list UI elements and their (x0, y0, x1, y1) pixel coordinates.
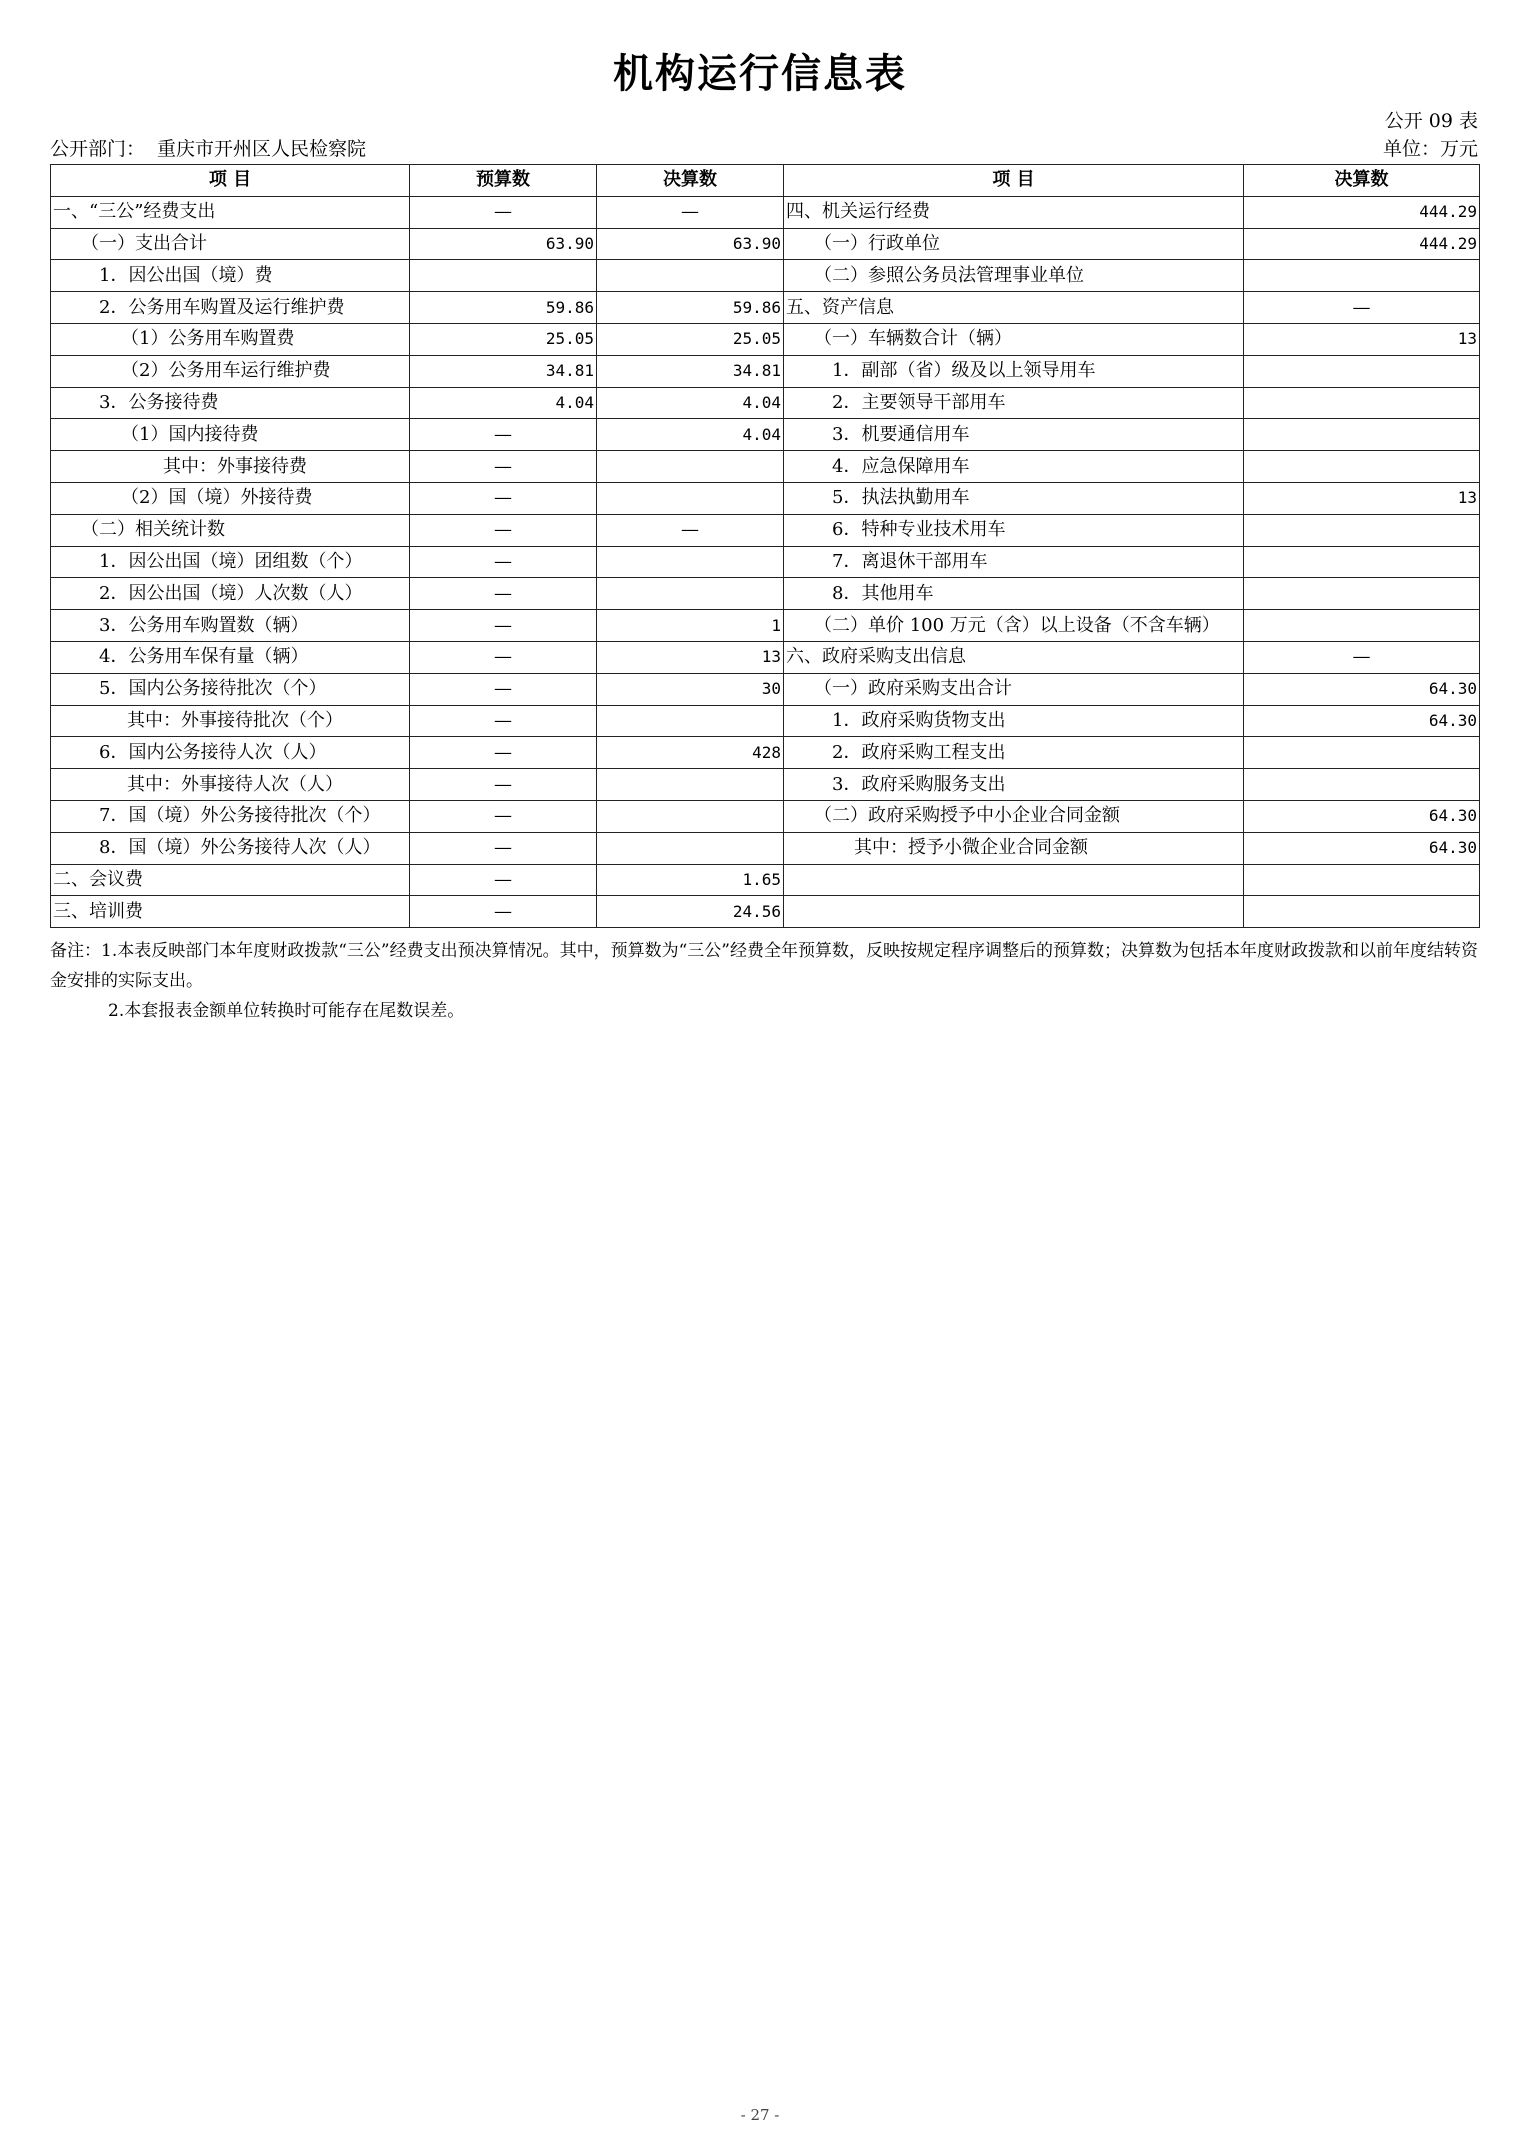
left-budget-cell: — (410, 673, 597, 705)
left-budget-cell: — (410, 737, 597, 769)
left-budget-cell: 59.86 (410, 292, 597, 324)
right-final-cell (1244, 864, 1480, 896)
right-final-cell (1244, 514, 1480, 546)
table-row (51, 864, 1480, 896)
left-final-cell: 25.05 (597, 323, 784, 355)
left-item-cell: 5．国内公务接待批次（个） (51, 673, 410, 705)
left-item-cell: 其中：外事接待人次（人） (51, 769, 410, 801)
right-item-cell: 4．应急保障用车 (784, 451, 1244, 483)
right-item-cell: 其中：授予小微企业合同金额 (784, 832, 1244, 864)
left-budget-cell (410, 260, 597, 292)
right-item-cell: 五、资产信息 (784, 292, 1244, 324)
left-item-cell: 8．国（境）外公务接待人次（人） (51, 832, 410, 864)
left-item-cell: 6．国内公务接待人次（人） (51, 737, 410, 769)
left-budget-cell: 4.04 (410, 387, 597, 419)
left-item-cell: 1．因公出国（境）团组数（个） (51, 546, 410, 578)
table-row (51, 832, 1480, 864)
table-row (51, 641, 1480, 673)
left-final-cell: 4.04 (597, 387, 784, 419)
left-final-cell: 4.04 (597, 419, 784, 451)
left-budget-cell: — (410, 546, 597, 578)
left-budget-cell: — (410, 610, 597, 642)
left-item-cell: （2）国（境）外接待费 (51, 482, 410, 514)
right-final-cell: 64.30 (1244, 673, 1480, 705)
right-final-cell (1244, 546, 1480, 578)
table-row (51, 323, 1480, 355)
right-item-cell: 6．特种专业技术用车 (784, 514, 1244, 546)
table-row (51, 705, 1480, 737)
left-budget-cell: — (410, 800, 597, 832)
operation-info-table (50, 164, 1480, 928)
left-final-cell: 59.86 (597, 292, 784, 324)
right-item-cell: 8．其他用车 (784, 578, 1244, 610)
left-final-cell: — (597, 514, 784, 546)
table-row (51, 610, 1480, 642)
table-row (51, 514, 1480, 546)
left-item-cell: （二）相关统计数 (51, 514, 410, 546)
table-row (51, 896, 1480, 928)
right-final-cell (1244, 610, 1480, 642)
right-item-cell: 四、机关运行经费 (784, 196, 1244, 228)
left-item-cell: （2）公务用车运行维护费 (51, 355, 410, 387)
left-item-cell: （1）公务用车购置费 (51, 323, 410, 355)
department-line (50, 134, 366, 161)
left-item-cell: （一）支出合计 (51, 228, 410, 260)
left-budget-cell: — (410, 514, 597, 546)
left-final-cell (597, 832, 784, 864)
left-budget-cell: 25.05 (410, 323, 597, 355)
right-item-cell (784, 896, 1244, 928)
left-budget-cell: — (410, 196, 597, 228)
right-final-cell (1244, 737, 1480, 769)
right-final-cell: 13 (1244, 323, 1480, 355)
right-final-cell (1244, 387, 1480, 419)
department-label: 公开部门： (50, 138, 146, 160)
table-row (51, 546, 1480, 578)
right-item-cell (784, 864, 1244, 896)
right-item-cell: 7．离退休干部用车 (784, 546, 1244, 578)
left-final-cell (597, 451, 784, 483)
left-budget-cell: — (410, 896, 597, 928)
right-item-cell: 2．主要领导干部用车 (784, 387, 1244, 419)
left-item-cell: 三、培训费 (51, 896, 410, 928)
left-item-cell: 2．公务用车购置及运行维护费 (51, 292, 410, 324)
left-budget-cell: — (410, 832, 597, 864)
right-item-cell: 2．政府采购工程支出 (784, 737, 1244, 769)
header-right-item: 项 目 (784, 165, 1244, 197)
table-row (51, 673, 1480, 705)
left-final-cell (597, 546, 784, 578)
left-item-cell: （1）国内接待费 (51, 419, 410, 451)
left-item-cell: 一、“三公”经费支出 (51, 196, 410, 228)
page-number: - 27 - (740, 2106, 780, 2124)
right-item-cell: （一）行政单位 (784, 228, 1244, 260)
right-item-cell: （二）政府采购授予中小企业合同金额 (784, 800, 1244, 832)
form-number: 公开 09 表 (1384, 110, 1478, 132)
right-item-cell: （一）车辆数合计（辆） (784, 323, 1244, 355)
table-row (51, 482, 1480, 514)
left-final-cell (597, 769, 784, 801)
left-item-cell: 1．因公出国（境）费 (51, 260, 410, 292)
right-item-cell: 六、政府采购支出信息 (784, 641, 1244, 673)
note-2: 2.本套报表金额单位转换时可能存在尾数误差。 (108, 1001, 465, 1021)
header-left-budget: 预算数 (410, 165, 597, 197)
right-final-cell: 64.30 (1244, 832, 1480, 864)
right-final-cell: 13 (1244, 482, 1480, 514)
right-item-cell: 3．机要通信用车 (784, 419, 1244, 451)
left-item-cell: 2．因公出国（境）人次数（人） (51, 578, 410, 610)
right-item-cell: （一）政府采购支出合计 (784, 673, 1244, 705)
table-row (51, 451, 1480, 483)
left-final-cell: 1 (597, 610, 784, 642)
right-final-cell: — (1244, 292, 1480, 324)
table-row (51, 578, 1480, 610)
left-final-cell (597, 260, 784, 292)
table-row (51, 800, 1480, 832)
right-final-cell (1244, 578, 1480, 610)
table-row (51, 196, 1480, 228)
right-item-cell: （二）单价 100 万元（含）以上设备（不含车辆） (784, 610, 1244, 642)
table-row (51, 260, 1480, 292)
left-item-cell: 3．公务接待费 (51, 387, 410, 419)
right-final-cell: 64.30 (1244, 800, 1480, 832)
unit-label: 单位：万元 (1382, 138, 1478, 160)
right-final-cell (1244, 769, 1480, 801)
right-final-cell (1244, 419, 1480, 451)
left-final-cell: 34.81 (597, 355, 784, 387)
table-row (51, 419, 1480, 451)
left-final-cell: 63.90 (597, 228, 784, 260)
left-final-cell (597, 800, 784, 832)
right-final-cell (1244, 355, 1480, 387)
right-final-cell (1244, 896, 1480, 928)
right-item-cell: 1．政府采购货物支出 (784, 705, 1244, 737)
left-item-cell: 4．公务用车保有量（辆） (51, 641, 410, 673)
right-final-cell: 64.30 (1244, 705, 1480, 737)
right-item-cell: 5．执法执勤用车 (784, 482, 1244, 514)
right-item-cell: 3．政府采购服务支出 (784, 769, 1244, 801)
header-left-item: 项 目 (51, 165, 410, 197)
left-final-cell: 30 (597, 673, 784, 705)
table-row (51, 355, 1480, 387)
right-final-cell: 444.29 (1244, 228, 1480, 260)
left-budget-cell: — (410, 451, 597, 483)
left-item-cell: 7．国（境）外公务接待批次（个） (51, 800, 410, 832)
table-header-row (51, 165, 1480, 197)
left-budget-cell: — (410, 705, 597, 737)
left-budget-cell: — (410, 641, 597, 673)
left-budget-cell: — (410, 578, 597, 610)
notes (50, 936, 1480, 1026)
left-final-cell (597, 705, 784, 737)
left-budget-cell: — (410, 864, 597, 896)
left-final-cell: — (597, 196, 784, 228)
page-title: 机构运行信息表 (613, 51, 907, 97)
right-final-cell: — (1244, 641, 1480, 673)
table-body (51, 196, 1480, 927)
right-item-cell: 1．副部（省）级及以上领导用车 (784, 355, 1244, 387)
header-left-final: 决算数 (597, 165, 784, 197)
table-row (51, 769, 1480, 801)
header-right-final: 决算数 (1244, 165, 1480, 197)
left-budget-cell: 34.81 (410, 355, 597, 387)
note-1: 备注：1.本表反映部门本年度财政拨款“三公”经费支出预决算情况。其中，预算数为“三公”经费全年预算数，反映按规定程序调整后的预算数；决算数为包括本年度财政拨款和以前年度结转资金安排的实际支出。 (50, 941, 1478, 991)
left-final-cell: 428 (597, 737, 784, 769)
left-final-cell: 13 (597, 641, 784, 673)
department-name: 重庆市开州区人民检察院 (157, 138, 367, 160)
left-final-cell (597, 482, 784, 514)
table-row (51, 737, 1480, 769)
left-final-cell (597, 578, 784, 610)
left-budget-cell: — (410, 419, 597, 451)
left-item-cell: 其中：外事接待批次（个） (51, 705, 410, 737)
left-budget-cell: — (410, 769, 597, 801)
left-item-cell: 其中：外事接待费 (51, 451, 410, 483)
right-final-cell (1244, 260, 1480, 292)
left-budget-cell: — (410, 482, 597, 514)
left-final-cell: 1.65 (597, 864, 784, 896)
right-final-cell: 444.29 (1244, 196, 1480, 228)
right-item-cell: （二）参照公务员法管理事业单位 (784, 260, 1244, 292)
table-row (51, 292, 1480, 324)
left-item-cell: 3．公务用车购置数（辆） (51, 610, 410, 642)
table-row (51, 228, 1480, 260)
left-item-cell: 二、会议费 (51, 864, 410, 896)
table-row (51, 387, 1480, 419)
left-budget-cell: 63.90 (410, 228, 597, 260)
right-final-cell (1244, 451, 1480, 483)
left-final-cell: 24.56 (597, 896, 784, 928)
